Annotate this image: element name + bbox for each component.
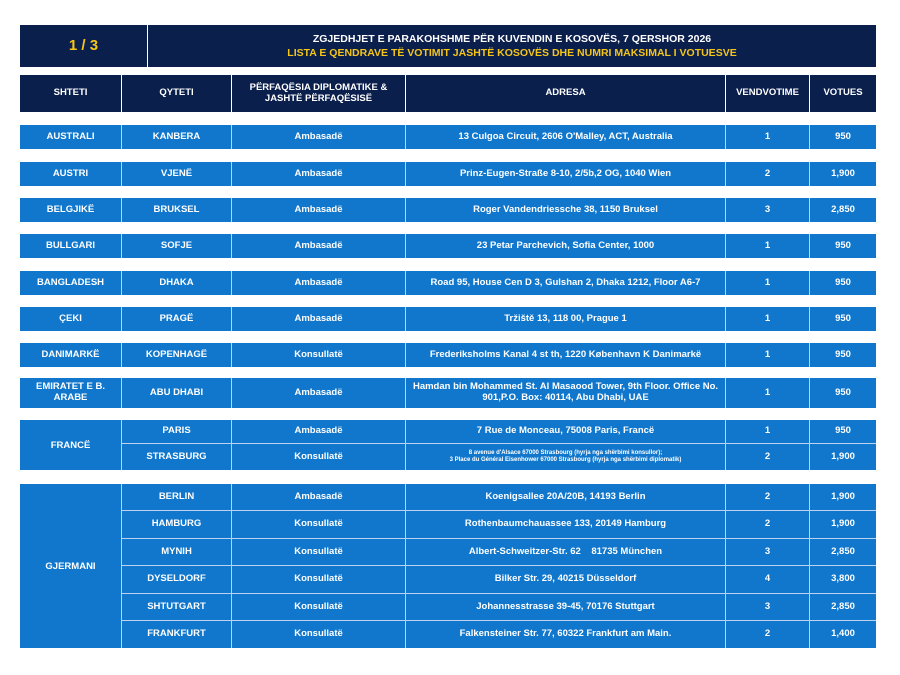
row-voters: 950	[835, 348, 851, 360]
row-voters: 1,900	[831, 518, 855, 530]
row-city: FRANKFURT	[122, 621, 232, 648]
row-mission: Ambasadë	[232, 234, 406, 258]
title-line-1: ZGJEDHJET E PARAKOHSHME PËR KUVENDIN E KOSOVËS, 7 QERSHOR 2026	[312, 32, 712, 45]
row-mission: Konsullatë	[232, 444, 406, 470]
row-mission: Konsullatë	[232, 621, 406, 648]
table-row	[122, 566, 876, 594]
row-address: Frederiksholms Kanal 4 st th, 1220 København K Danimarkë	[406, 343, 726, 367]
row-voters: 950	[835, 386, 851, 398]
row-voters: 950	[835, 425, 851, 437]
row-city: MYNIH	[122, 539, 232, 565]
row-mission: Ambasadë	[232, 125, 406, 149]
header-stations: VENDVOTIME	[726, 75, 810, 112]
row-stations: 2	[726, 162, 810, 186]
table-row	[20, 271, 876, 295]
row-city: PRAGË	[122, 307, 232, 331]
row-mission: Ambasadë	[232, 271, 406, 295]
row-mission: Ambasadë	[232, 484, 406, 510]
row-mission: Ambasadë	[232, 420, 406, 443]
row-state: DANIMARKË	[20, 343, 122, 367]
row-city: ABU DHABI	[122, 378, 232, 408]
row-voters: 1,900	[831, 167, 855, 179]
table-row	[20, 125, 876, 149]
row-address: Falkensteiner Str. 77, 60322 Frankfurt am Main.	[406, 621, 726, 648]
row-address: Prinz-Eugen-Straße 8-10, 2/5b,2 OG, 1040 Wien	[406, 162, 726, 186]
row-voters: 1,900	[831, 490, 855, 502]
row-stations: 2	[726, 511, 810, 538]
row-state: EMIRATET E B. ARABE	[20, 378, 122, 408]
row-mission: Ambasadë	[232, 307, 406, 331]
table-header	[20, 75, 876, 112]
row-mission: Konsullatë	[232, 539, 406, 565]
row-state: BELGJIKË	[20, 198, 122, 222]
row-address: Albert-Schweitzer-Str. 62 81735 München	[406, 539, 726, 565]
row-voters: 1,400	[831, 628, 855, 640]
row-voters: 2,850	[831, 600, 855, 612]
row-address: Road 95, House Cen D 3, Gulshan 2, Dhaka 1212, Floor A6-7	[406, 271, 726, 295]
row-address: Bilker Str. 29, 40215 Düsseldorf	[406, 566, 726, 593]
row-voters: 2,850	[831, 545, 855, 557]
row-address	[406, 444, 726, 470]
row-state: BANGLADESH	[20, 271, 122, 295]
row-mission: Ambasadë	[232, 162, 406, 186]
row-mission: Ambasadë	[232, 198, 406, 222]
row-city: DHAKA	[122, 271, 232, 295]
row-stations: 2	[726, 444, 810, 470]
row-voters: 950	[835, 276, 851, 288]
row-city: KANBERA	[122, 125, 232, 149]
row-address: Koenigsallee 20A/20B, 14193 Berlin	[406, 484, 726, 510]
row-mission: Konsullatë	[232, 343, 406, 367]
group-rows	[122, 420, 876, 470]
row-voters: 3,800	[831, 573, 855, 585]
row-stations: 2	[726, 621, 810, 648]
table-row	[122, 621, 876, 648]
row-address: Johannesstrasse 39-45, 70176 Stuttgart	[406, 594, 726, 620]
table-row	[122, 511, 876, 539]
title-line-2: LISTA E QENDRAVE TË VOTIMIT JASHTË KOSOVËS DHE NUMRI MAKSIMAL I VOTUESVE	[287, 47, 737, 59]
row-voters: 950	[835, 312, 851, 324]
table-row	[122, 484, 876, 511]
address-line-2: 3 Place du Général Eisenhower 67000 Strasbourg (hyrja nga shërbimi diplomatik)	[449, 457, 682, 463]
table-row	[20, 162, 876, 186]
row-city: VJENË	[122, 162, 232, 186]
table-row	[122, 539, 876, 566]
row-address: 13 Culgoa Circuit, 2606 O'Malley, ACT, Australia	[406, 125, 726, 149]
row-address: Roger Vandendriessche 38, 1150 Bruksel	[406, 198, 726, 222]
row-voters: 950	[835, 239, 851, 251]
table-row	[20, 343, 876, 367]
table-row	[122, 420, 876, 444]
group-state: GJERMANI	[20, 484, 122, 648]
row-city: BRUKSEL	[122, 198, 232, 222]
table-row	[122, 594, 876, 621]
header-city: QYTETI	[122, 75, 232, 112]
row-stations: 3	[726, 539, 810, 565]
row-stations: 4	[726, 566, 810, 593]
row-city: STRASBURG	[122, 444, 232, 470]
table-row	[20, 307, 876, 331]
row-mission: Ambasadë	[232, 378, 406, 408]
row-city: SHTUTGART	[122, 594, 232, 620]
table-row	[122, 444, 876, 470]
document-title	[148, 25, 876, 67]
row-address: 23 Petar Parchevich, Sofia Center, 1000	[406, 234, 726, 258]
header-address: ADRESA	[406, 75, 726, 112]
group-rows	[122, 484, 876, 648]
row-voters: 950	[835, 130, 851, 142]
row-voters: 1,900	[831, 450, 855, 462]
row-stations: 1	[726, 271, 810, 295]
header-voters: VOTUES	[823, 87, 863, 99]
row-stations: 2	[726, 484, 810, 510]
row-city: KOPENHAGË	[122, 343, 232, 367]
row-city: BERLIN	[122, 484, 232, 510]
row-city: SOFJE	[122, 234, 232, 258]
address-line-1: 8 avenue d'Alsace 67000 Strasbourg (hyrja nga shërbimi konsullor);	[468, 449, 663, 456]
row-address: 7 Rue de Monceau, 75008 Paris, Francë	[406, 420, 726, 443]
row-mission: Konsullatë	[232, 566, 406, 593]
page-indicator: 1 / 3	[20, 25, 148, 67]
table-row	[20, 198, 876, 222]
row-mission: Konsullatë	[232, 511, 406, 538]
row-stations: 1	[726, 420, 810, 443]
row-stations: 1	[726, 234, 810, 258]
row-voters: 2,850	[831, 203, 855, 215]
row-stations: 3	[726, 198, 810, 222]
row-city: PARIS	[122, 420, 232, 443]
row-address: Rothenbaumchauassee 133, 20149 Hamburg	[406, 511, 726, 538]
row-stations: 1	[726, 307, 810, 331]
header-state: SHTETI	[20, 75, 122, 112]
row-state: ÇEKI	[20, 307, 122, 331]
group-state: FRANCË	[20, 420, 122, 470]
row-stations: 1	[726, 378, 810, 408]
table-row	[20, 378, 876, 408]
row-city: HAMBURG	[122, 511, 232, 538]
row-state: AUSTRALI	[20, 125, 122, 149]
country-group-germany	[20, 484, 876, 648]
row-stations: 1	[726, 343, 810, 367]
row-mission: Konsullatë	[232, 594, 406, 620]
row-state: BULLGARI	[20, 234, 122, 258]
row-address: Hamdan bin Mohammed St. Al Masaood Tower, 9th Floor. Office No. 901,P.O. Box: 40114, Abu Dhabi, UAE	[406, 378, 726, 408]
row-city: DYSELDORF	[122, 566, 232, 593]
row-stations: 3	[726, 594, 810, 620]
row-stations: 1	[726, 125, 810, 149]
row-address: Tržiště 13, 118 00, Prague 1	[406, 307, 726, 331]
country-group-france	[20, 420, 876, 470]
table-row	[20, 234, 876, 258]
title-bar	[20, 25, 876, 67]
row-state: AUSTRI	[20, 162, 122, 186]
header-mission: PËRFAQËSIA DIPLOMATIKE & JASHTË PËRFAQËSISË	[232, 75, 406, 112]
